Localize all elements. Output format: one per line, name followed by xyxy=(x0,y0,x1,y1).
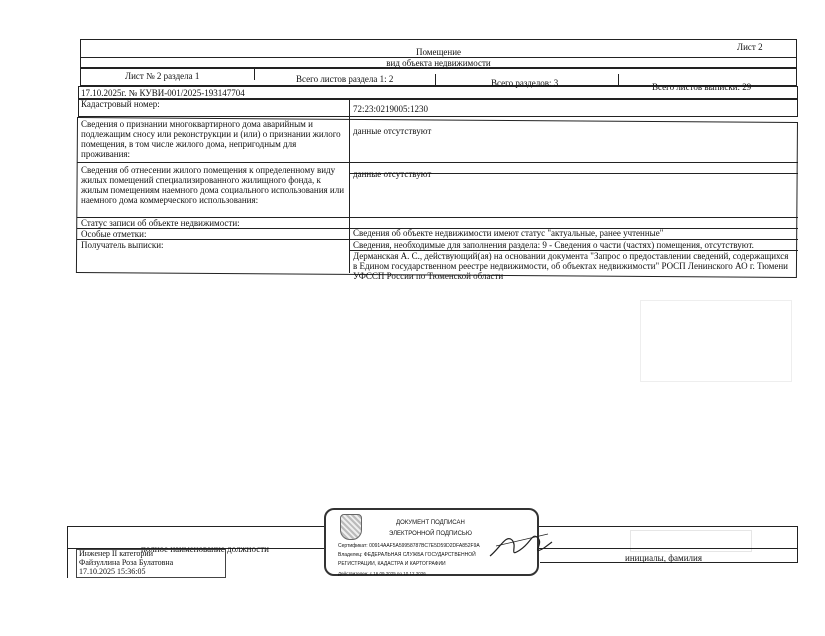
cadastral-label: Кадастровый номер: xyxy=(81,99,160,109)
coat-of-arms-icon xyxy=(340,514,362,540)
object-title: Помещение xyxy=(415,47,462,57)
sections-total: Всего разделов: 3 xyxy=(491,78,559,88)
row-status-value: Сведения об объекте недвижимости имеют статус "актуальные, ранее учтенные" xyxy=(353,228,664,238)
stamp-line-2: ЭЛЕКТРОННОЙ ПОДПИСЬЮ xyxy=(389,531,472,537)
object-subtitle: вид объекта недвижимости xyxy=(386,58,491,68)
row-status-label: Статус записи об объекте недвижимости: xyxy=(81,218,240,228)
row-recipient-label: Получатель выписки: xyxy=(81,240,164,250)
bleed-through-mark xyxy=(640,300,792,382)
stamp-validity: Действителен: с 16.09.2025 по 10.12.2026 xyxy=(338,571,426,576)
cadastral-sep xyxy=(349,99,350,117)
extract-date-number: 17.10.2025г. № КУВИ-001/2025-193147704 xyxy=(81,88,245,98)
sheet-row-sep-3 xyxy=(618,74,619,86)
stamp-line-1: ДОКУМЕНТ ПОДПИСАН xyxy=(396,520,465,526)
info-row-sep-1 xyxy=(77,162,798,163)
row-notes-value: Сведения, необходимые для заполнения раздела: 9 - Сведения о части (частях) помещения, отсутствуют. xyxy=(353,240,754,250)
row-special-fund-value: данные отсутствуют xyxy=(353,169,432,179)
stamp-owner-2: РЕГИСТРАЦИИ, КАДАСТРА И КАРТОГРАФИИ xyxy=(338,561,446,567)
row-notes-label: Особые отметки: xyxy=(81,229,147,239)
cadastral-value: 72:23:0219005:1230 xyxy=(353,104,429,114)
signer-datetime: 17.10.2025 15:36:05 xyxy=(79,567,146,576)
sheet-label: Лист 2 xyxy=(737,42,763,52)
sheet-row-sep-2 xyxy=(435,74,436,86)
sheets-total: Всего листов выписки: 29 xyxy=(652,82,752,92)
signer-name: Файзуллина Роза Булатовна xyxy=(79,558,174,567)
row-emergency-label: Сведения о признании многоквартирного дома аварийным и подлежащим сносу или реконструкции и (или) о признании жилого помещения, в том числе жилого дома, непригодным для проживания: xyxy=(81,119,341,159)
initials-label: инициалы, фамилия xyxy=(625,553,702,563)
row-special-fund-label: Сведения об отнесении жилого помещения к определенному виду жилых помещений специализированного жилищного фонда, к жилым помещениям наемного дома социального использования или наемного дома коммерческого использования: xyxy=(81,165,345,205)
footer-right-edge xyxy=(797,526,798,562)
stamp-owner-1: Владелец: ФЕДЕРАЛЬНАЯ СЛУЖБА ГОСУДАРСТВЕННОЙ xyxy=(338,552,476,558)
row-emergency-value: данные отсутствуют xyxy=(353,126,432,136)
signer-position: Инженер II категории xyxy=(79,549,153,558)
sheets-in-section: Всего листов раздела 1: 2 xyxy=(296,74,394,84)
sheet-row-sep-1 xyxy=(254,68,255,80)
cadastral-row-frame xyxy=(78,99,798,117)
handwritten-signature xyxy=(486,526,556,562)
footer-left-edge xyxy=(67,526,68,578)
stamp-certificate: Сертификат: 00914AAF5A59958787BC7E5D59D2DFA852F9A xyxy=(338,543,480,549)
sheet-section: Лист № 2 раздела 1 xyxy=(125,71,200,81)
row-recipient-value: Дерманская А. С., действующий(ая) на основании документа "Запрос о предоставлении сведений, содержащихся в Едином государственном реестре недвижимости, об объектах недвижимости" РОСП Ленинского АО г. Тюмени УФССП России по Тюменской области xyxy=(353,251,789,281)
position-label: полное наименование должности xyxy=(141,544,269,554)
